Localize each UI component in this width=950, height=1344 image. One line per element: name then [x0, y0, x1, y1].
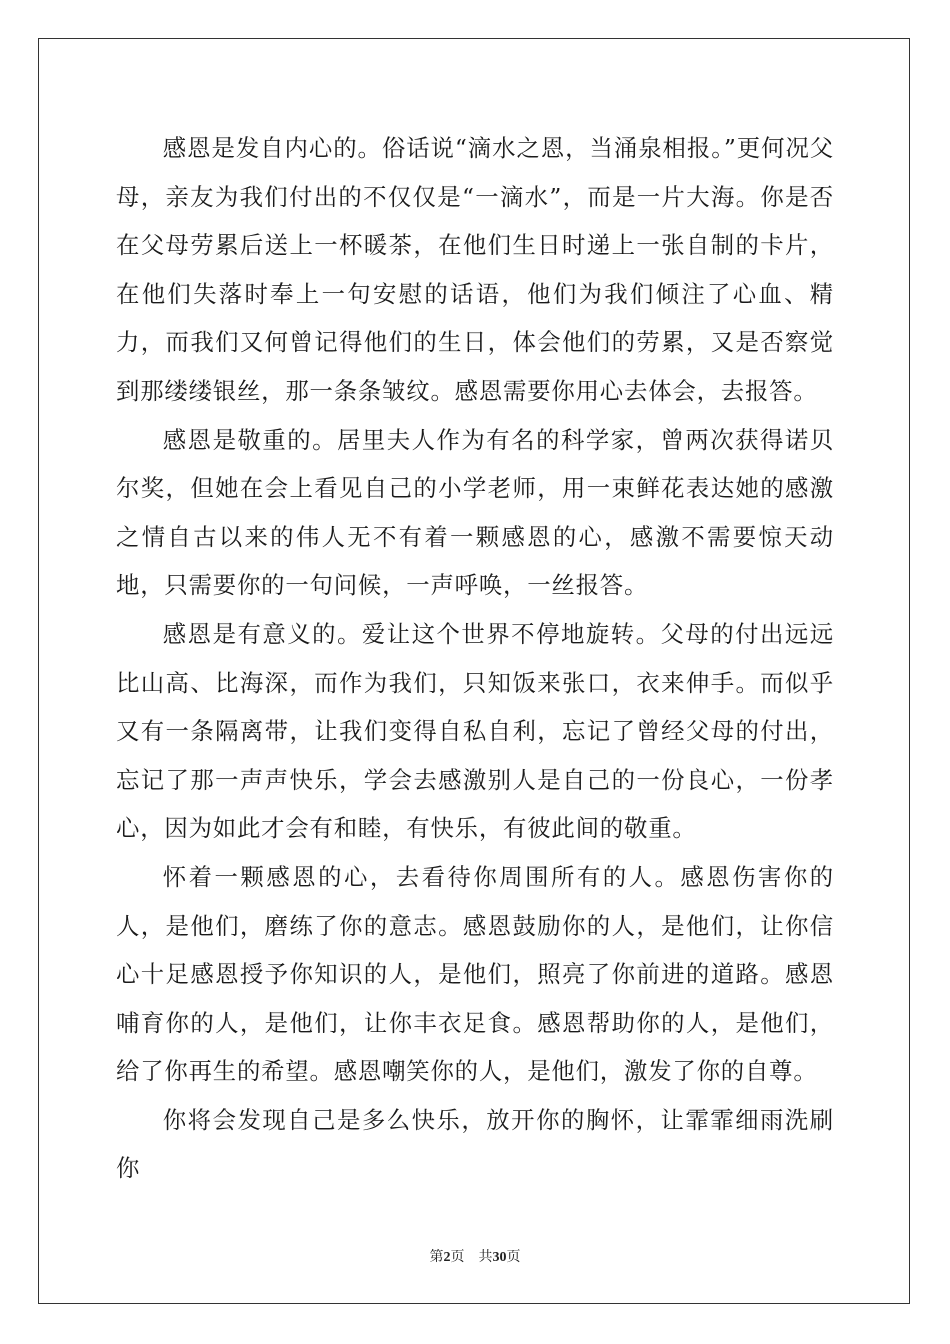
paragraph-1: 感恩是发自内心的。俗话说“滴水之恩，当涌泉相报。”更何况父母，亲友为我们付出的不仅仅是“一滴水”，而是一片大海。你是否在父母劳累后送上一杯暖茶，在他们生日时递上一张自制的卡片，在他们失落时奉上一句安慰的话语，他们为我们倾注了心血、精力，而我们又何曾记得他们的生日，体会他们的劳累，又是否察觉到那缕缕银丝，那一条条皱纹。感恩需要你用心去体会，去报答。: [116, 134, 834, 405]
page-total: 30: [492, 1250, 507, 1265]
paragraph-2: 感恩是敬重的。居里夫人作为有名的科学家，曾两次获得诺贝尔奖，但她在会上看见自己的小学老师，用一束鲜花表达她的感激之情自古以来的伟人无不有着一颗感恩的心，感激不需要惊天动地，只需要你的一句问候，一声呼唤，一丝报答。: [116, 425, 834, 600]
paragraph-4: 怀着一颗感恩的心，去看待你周围所有的人。感恩伤害你的人，是他们，磨练了你的意志。感恩鼓励你的人，是他们，让你信心十足感恩授予你知识的人，是他们，照亮了你前进的道路。感恩哺育你的人，是他们，让你丰衣足食。感恩帮助你的人，是他们，给了你再生的希望。感恩嘲笑你的人，是他们，激发了你的自尊。: [116, 862, 834, 1086]
total-suffix: 页: [506, 1249, 521, 1265]
total-prefix: 共: [478, 1249, 493, 1265]
page-suffix: 页: [450, 1249, 465, 1265]
page-footer: [0, 1248, 950, 1267]
page-prefix: 第: [429, 1249, 444, 1265]
document-body: [116, 124, 834, 1193]
page-current: 2: [443, 1250, 451, 1265]
paragraph-3: 感恩是有意义的。爱让这个世界不停地旋转。父母的付出远远比山高、比海深，而作为我们，只知饭来张口，衣来伸手。而似乎又有一条隔离带，让我们变得自私自利，忘记了曾经父母的付出，忘记了那一声声快乐，学会去感激别人是自己的一份良心，一份孝心，因为如此才会有和睦，有快乐，有彼此间的敬重。: [116, 619, 834, 843]
paragraph-5: 你将会发现自己是多么快乐，放开你的胸怀，让霏霏细雨洗刷你: [116, 1105, 834, 1183]
